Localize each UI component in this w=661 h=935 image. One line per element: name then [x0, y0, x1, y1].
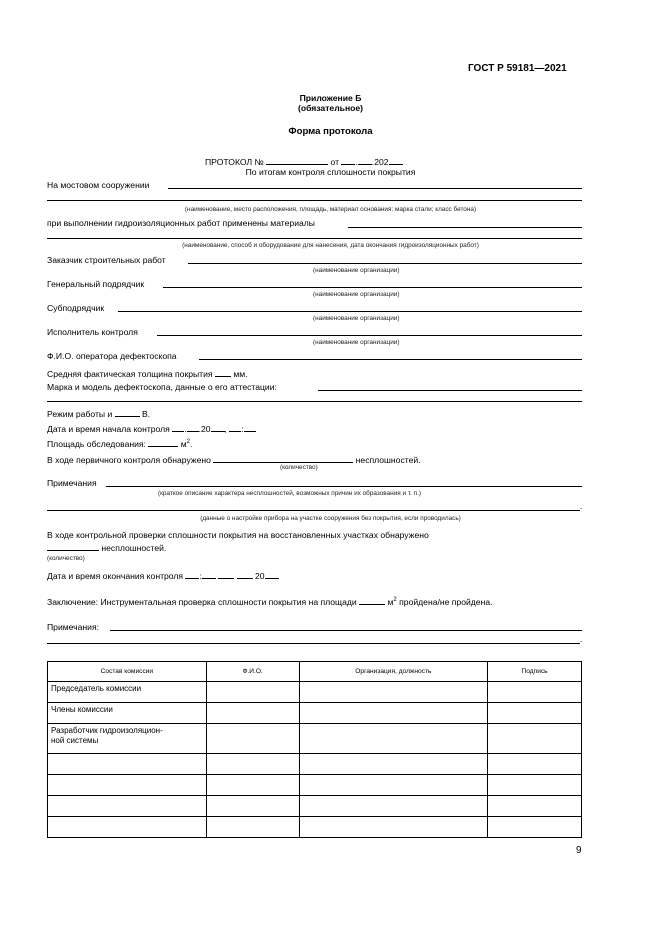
start-year-field[interactable]	[211, 422, 225, 432]
area-field[interactable]	[148, 437, 178, 447]
document-code: ГОСТ Р 59181—2021	[468, 63, 567, 74]
materials-field[interactable]	[348, 227, 582, 228]
conclusion-result: пройдена/не пройдена.	[399, 597, 493, 607]
table-cell[interactable]	[488, 724, 582, 754]
customer-label: Заказчик строительных работ	[47, 255, 166, 265]
table-cell: Председатель комиссии	[48, 682, 207, 703]
conclusion-area-field[interactable]	[359, 595, 385, 605]
header-composition: Состав комиссии	[48, 662, 207, 682]
table-cell[interactable]	[299, 682, 488, 703]
table-cell[interactable]	[299, 817, 488, 838]
protocol-year-prefix: 202	[374, 157, 389, 167]
bridge-hint: (наименование, место расположения, площадь, материал основания: марка стали; класс бетона)	[184, 206, 477, 213]
subcontractor-label: Субподрядчик	[47, 303, 105, 313]
thickness-row	[47, 367, 248, 379]
table-row	[48, 754, 582, 775]
end-minute-field[interactable]	[202, 569, 216, 579]
page-number: 9	[576, 845, 582, 856]
general-contractor-hint: (наименование организации)	[313, 291, 400, 298]
table-cell: Члены комиссии	[48, 703, 207, 724]
appendix-status: (обязательное)	[297, 103, 364, 113]
table-row	[48, 817, 582, 838]
thickness-field[interactable]	[215, 367, 231, 377]
primary-found-row	[47, 453, 421, 465]
executor-hint: (наименование организации)	[313, 339, 400, 346]
end-datetime-row: Дата и время окончания контроля : 20	[47, 569, 279, 581]
notes-label: Примечания	[47, 478, 97, 488]
table-cell[interactable]	[206, 796, 299, 817]
start-datetime-label: Дата и время начала контроля	[47, 424, 170, 434]
table-cell[interactable]	[206, 703, 299, 724]
materials-label: при выполнении гидроизоляционных работ применены материалы	[47, 218, 315, 228]
executor-field[interactable]	[157, 335, 582, 336]
recheck-field[interactable]	[47, 541, 99, 551]
start-year-prefix: 20	[200, 424, 211, 434]
notes2-label: Примечания:	[47, 622, 100, 632]
protocol-no-label: ПРОТОКОЛ №	[205, 157, 264, 167]
table-cell[interactable]	[488, 796, 582, 817]
form-title: Форма протокола	[288, 126, 373, 137]
table-cell: Разработчик гидроизоляцион- ной системы	[48, 724, 207, 754]
end-month-field[interactable]	[237, 569, 253, 579]
protocol-day-field[interactable]	[341, 155, 355, 165]
table-cell[interactable]	[48, 817, 207, 838]
start-minute-field[interactable]	[244, 422, 256, 432]
protocol-from-label: от	[330, 157, 340, 167]
conclusion-unit-sup: 2	[393, 597, 397, 604]
protocol-number-field[interactable]	[266, 155, 328, 165]
table-cell[interactable]	[299, 703, 488, 724]
recheck-label: В ходе контрольной проверки сплошности покрытия на восстановленных участках обнаружено	[47, 530, 429, 540]
calibration-hint: (данные о настройке прибора на участке сооружения без покрытия, если проводилась)	[200, 515, 461, 522]
table-cell[interactable]	[299, 754, 488, 775]
protocol-month-field[interactable]	[358, 155, 372, 165]
mode-row	[47, 407, 150, 419]
header-signature: Подпись	[488, 662, 582, 682]
operator-field[interactable]	[199, 359, 582, 360]
area-label: Площадь обследования:	[47, 439, 146, 449]
recheck-row	[47, 541, 166, 553]
materials-hint: (наименование, способ и оборудование для нанесения, дата окончания гидроизоляционных работ)	[182, 242, 479, 249]
thickness-label: Средняя фактическая толщина покрытия	[47, 369, 213, 379]
table-cell[interactable]	[299, 796, 488, 817]
table-row	[48, 682, 582, 703]
recheck-defects-word: несплошностей.	[101, 543, 167, 553]
table-cell[interactable]	[488, 775, 582, 796]
general-contractor-label: Генеральный подрядчик	[47, 279, 145, 289]
subcontractor-hint: (наименование организации)	[313, 315, 400, 322]
table-cell[interactable]	[299, 775, 488, 796]
start-datetime-row: Дата и время начала контроля . .20 , :	[47, 422, 256, 434]
table-row	[48, 703, 582, 724]
notes2-field-line2[interactable]	[47, 643, 580, 644]
area-unit-sup: 2	[186, 439, 190, 446]
thickness-unit: мм.	[233, 369, 248, 379]
table-cell[interactable]	[206, 754, 299, 775]
materials-field-line2[interactable]	[47, 238, 582, 239]
table-cell[interactable]	[206, 682, 299, 703]
subcontractor-field[interactable]	[118, 311, 582, 312]
executor-label: Исполнитель контроля	[47, 327, 138, 337]
recheck-quantity-hint: (количество)	[47, 555, 85, 562]
end-year-prefix: 20	[255, 571, 265, 581]
notes2-field[interactable]	[110, 630, 582, 631]
start-month-field[interactable]	[187, 422, 199, 432]
table-cell[interactable]	[299, 724, 488, 754]
start-day-field[interactable]	[172, 422, 184, 432]
bridge-field-line2[interactable]	[47, 200, 582, 201]
primary-quantity-hint: (количество)	[280, 464, 318, 471]
customer-field[interactable]	[188, 263, 582, 264]
table-row	[48, 775, 582, 796]
notes-dot: .	[580, 501, 583, 511]
notes-field-line2[interactable]	[47, 510, 580, 511]
primary-found-field[interactable]	[213, 453, 353, 463]
end-datetime-label: Дата и время окончания контроля	[47, 571, 184, 581]
notes-hint: (краткое описание характера несплошностей, возможных причин их образования и т. п.)	[158, 490, 421, 497]
table-cell[interactable]	[488, 817, 582, 838]
mode-unit: В.	[142, 409, 151, 419]
detector-field[interactable]	[318, 390, 582, 391]
mode-label: Режим работы и	[47, 409, 113, 419]
conclusion-label: Заключение: Инструментальная проверка сплошности покрытия на площади	[47, 597, 357, 607]
table-cell[interactable]	[488, 754, 582, 775]
table-cell[interactable]	[206, 775, 299, 796]
notes-field[interactable]	[106, 486, 582, 487]
commission-table	[47, 661, 582, 838]
notes2-dot: .	[580, 634, 583, 644]
conclusion-unit: м	[387, 597, 394, 607]
table-cell[interactable]	[48, 754, 207, 775]
table-cell[interactable]	[488, 703, 582, 724]
detector-field-line2[interactable]	[47, 401, 582, 402]
primary-defects-word: несплошностей.	[355, 455, 421, 465]
mode-field[interactable]	[115, 407, 140, 417]
header-organization: Организация, должность	[299, 662, 488, 682]
header-name: Ф.И.О.	[206, 662, 299, 682]
bridge-field[interactable]	[168, 188, 582, 189]
area-row: Площадь обследования: $м^2$.	[47, 439, 193, 449]
detector-label: Марка и модель дефектоскопа, данные о его аттестации:	[47, 382, 277, 392]
commission-header-row	[48, 662, 582, 682]
protocol-subtitle: По итогам контроля сплошности покрытия	[245, 167, 416, 177]
primary-found-label: В ходе первичного контроля обнаружено	[47, 455, 211, 465]
conclusion-row	[47, 595, 493, 607]
table-cell[interactable]	[488, 682, 582, 703]
end-hour-field[interactable]	[185, 569, 199, 579]
table-row	[48, 796, 582, 817]
area-unit: м	[180, 439, 187, 449]
table-cell[interactable]	[206, 724, 299, 754]
appendix-title: Приложение Б	[299, 93, 362, 103]
bridge-label: На мостовом сооружении	[47, 180, 150, 190]
customer-hint: (наименование организации)	[313, 267, 400, 274]
table-cell[interactable]	[206, 817, 299, 838]
table-cell[interactable]	[48, 775, 207, 796]
end-day-field[interactable]	[218, 569, 234, 579]
start-hour-field[interactable]	[229, 422, 241, 432]
general-contractor-field[interactable]	[163, 287, 582, 288]
end-year-field[interactable]	[265, 569, 279, 579]
protocol-heading: ПРОТОКОЛ № от . .202	[205, 155, 403, 167]
protocol-year-field[interactable]	[389, 155, 403, 165]
operator-label: Ф.И.О. оператора дефектоскопа	[47, 351, 177, 361]
table-cell[interactable]	[48, 796, 207, 817]
table-row	[48, 724, 582, 754]
